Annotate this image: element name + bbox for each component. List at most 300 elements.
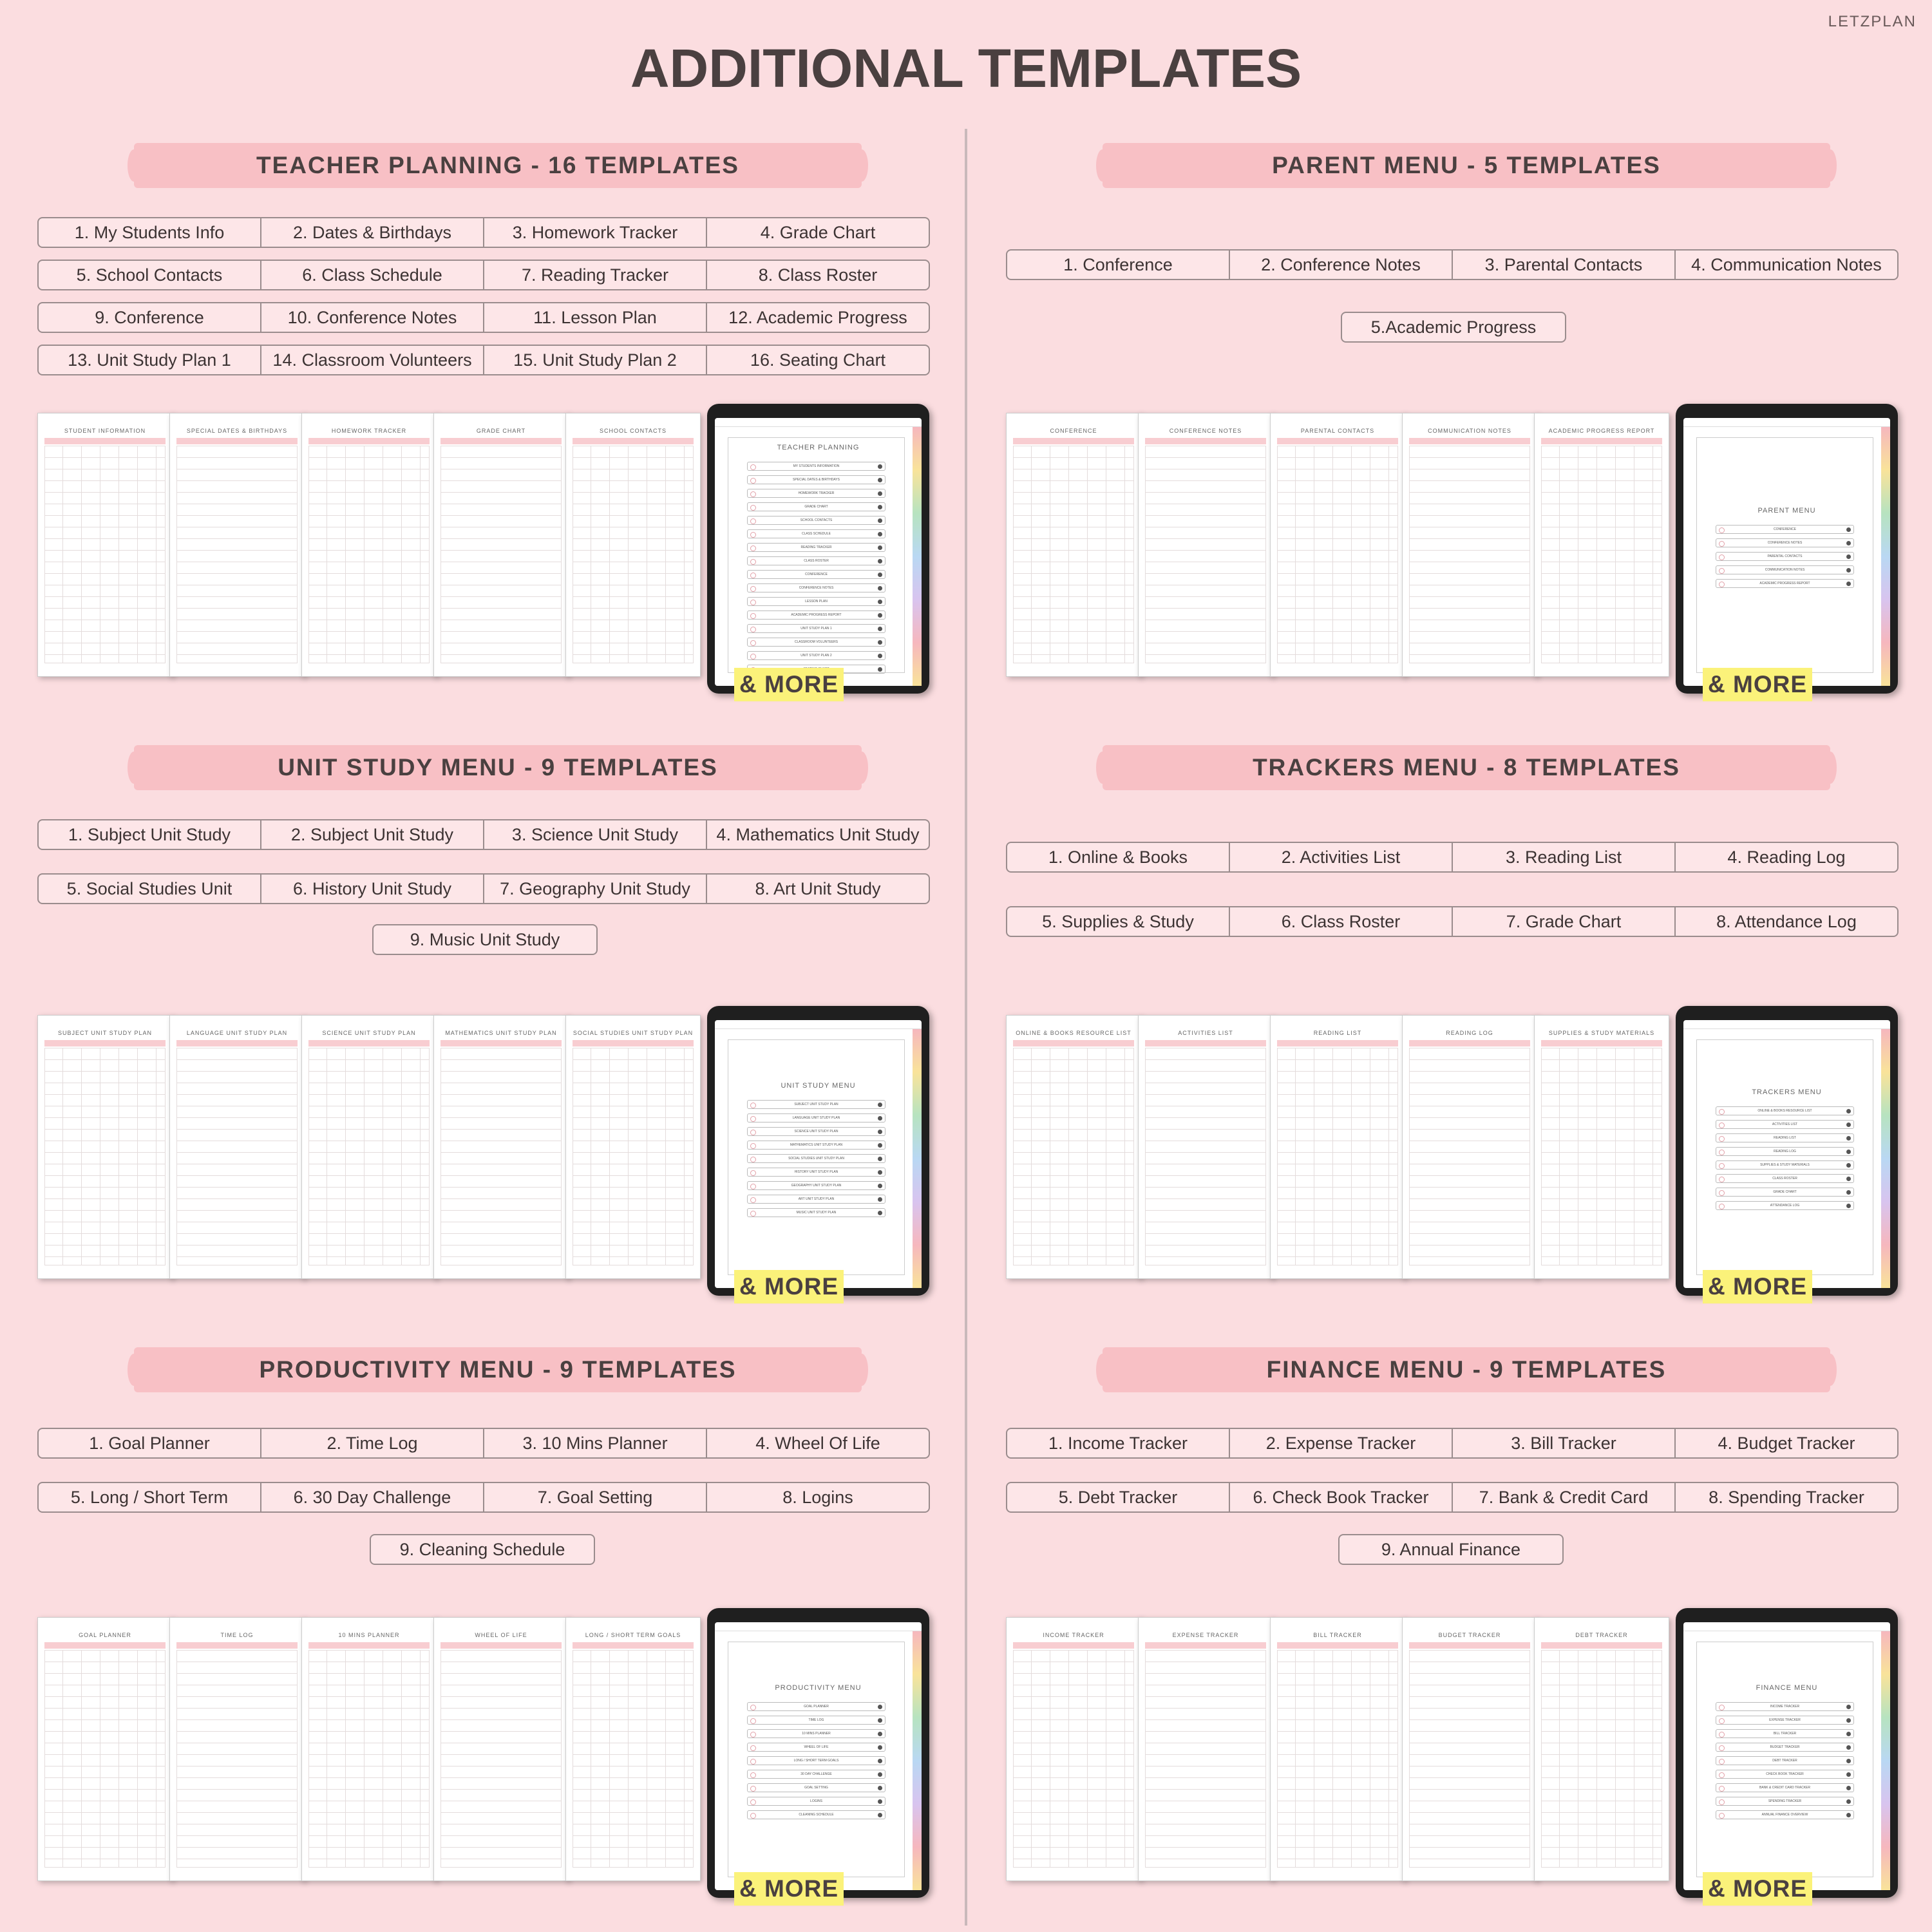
page-header-band <box>573 1642 694 1649</box>
template-row <box>37 873 930 904</box>
template-item[interactable]: 8. Art Unit Study <box>755 878 881 898</box>
template-item[interactable]: 9. Music Unit Study <box>372 924 598 955</box>
menu-title: FINANCE MENU <box>1756 1683 1818 1692</box>
page-lines <box>1409 1048 1530 1265</box>
page-columns <box>1013 446 1134 663</box>
menu-item[interactable]: EXPENSE TRACKER <box>1716 1716 1854 1725</box>
menu-item[interactable]: INCOME TRACKER <box>1716 1702 1854 1711</box>
page-thumbnail-title: ACADEMIC PROGRESS REPORT <box>1548 428 1655 434</box>
template-preview <box>37 404 933 697</box>
template-item[interactable]: 1. Subject Unit Study <box>39 820 261 849</box>
page-thumbnail <box>1270 1617 1405 1881</box>
menu-item[interactable]: COMMUNICATION NOTES <box>1716 565 1854 574</box>
page-thumbnail-title: LANGUAGE UNIT STUDY PLAN <box>186 1030 288 1036</box>
menu-item[interactable]: ANNUAL FINANCE OVERVIEW <box>1716 1810 1854 1819</box>
menu-item[interactable]: GRADE CHART <box>1716 1188 1854 1197</box>
tablet-mockup <box>707 404 929 694</box>
tablet-screen <box>1683 418 1890 686</box>
page-thumbnail-title: LONG / SHORT TERM GOALS <box>585 1632 681 1638</box>
template-section <box>1006 1347 1901 1927</box>
template-item[interactable]: 2. Time Log <box>261 1429 484 1457</box>
page-columns <box>1277 446 1398 663</box>
page-thumbnail-title: SCIENCE UNIT STUDY PLAN <box>322 1030 416 1036</box>
page-thumbnail-title: CONFERENCE NOTES <box>1169 428 1242 434</box>
page-header-band <box>440 438 562 444</box>
template-item[interactable]: 5.Academic Progress <box>1341 312 1566 343</box>
menu-item[interactable]: MY STUDENTS INFORMATION <box>747 462 886 471</box>
page-header-band <box>1409 1642 1530 1649</box>
template-item[interactable]: 5. Long / Short Term <box>39 1483 261 1511</box>
menu-item[interactable]: TIME LOG <box>747 1716 886 1725</box>
template-preview <box>1006 1608 1901 1902</box>
menu-item[interactable]: SPENDING TRACKER <box>1716 1797 1854 1806</box>
template-item[interactable]: 8. Logins <box>782 1487 853 1507</box>
page-thumbnail <box>1270 1015 1405 1279</box>
page-thumbnail-title: GRADE CHART <box>476 428 526 434</box>
template-list <box>1006 1428 1899 1513</box>
more-badge: & MORE <box>1703 1872 1812 1906</box>
template-item[interactable]: 2. Activities List <box>1230 843 1453 871</box>
template-section <box>37 1347 933 1927</box>
page-lines <box>440 1650 562 1868</box>
menu-item[interactable]: MATHEMATICS UNIT STUDY PLAN <box>747 1141 886 1150</box>
template-item[interactable]: 9. Conference <box>39 303 261 332</box>
template-item[interactable]: 11. Lesson Plan <box>484 303 707 332</box>
template-item[interactable]: 7. Bank & Credit Card <box>1453 1483 1676 1511</box>
menu-item[interactable]: LONG / SHORT TERM GOALS <box>747 1756 886 1765</box>
menu-item[interactable]: CHECK BOOK TRACKER <box>1716 1770 1854 1779</box>
page-thumbnail <box>1402 1617 1537 1881</box>
template-item[interactable]: 5. Debt Tracker <box>1007 1483 1230 1511</box>
template-item[interactable]: 3. Science Unit Study <box>484 820 707 849</box>
template-item[interactable]: 2. Conference Notes <box>1230 251 1453 279</box>
menu-item[interactable]: GEOGRAPHY UNIT STUDY PLAN <box>747 1181 886 1190</box>
page-header-band <box>1541 1040 1662 1046</box>
template-row <box>37 345 930 375</box>
template-item[interactable]: 7. Reading Tracker <box>484 261 707 289</box>
template-item[interactable]: 7. Geography Unit Study <box>484 875 707 903</box>
menu-item[interactable]: ART UNIT STUDY PLAN <box>747 1195 886 1204</box>
template-preview <box>37 1608 933 1902</box>
page-header-band <box>1013 438 1134 444</box>
page-header-band <box>440 1642 562 1649</box>
menu-item[interactable]: SOCIAL STUDIES UNIT STUDY PLAN <box>747 1154 886 1163</box>
template-item[interactable]: 8. Attendance Log <box>1716 911 1857 931</box>
tablet-mockup <box>707 1006 929 1296</box>
menu-item[interactable]: CONFERENCE <box>1716 525 1854 534</box>
page-thumbnail <box>565 1015 701 1279</box>
page-thumbnail-title: SOCIAL STUDIES UNIT STUDY PLAN <box>573 1030 694 1036</box>
section-heading: UNIT STUDY MENU - 9 TEMPLATES <box>134 745 862 790</box>
menu-item[interactable]: CLASS ROSTER <box>1716 1174 1854 1183</box>
menu-items <box>1716 1702 1854 1824</box>
page-columns <box>308 446 430 663</box>
template-item[interactable]: 4. Grade Chart <box>760 222 876 242</box>
page-header-band <box>308 1040 430 1046</box>
page-header-band <box>44 438 166 444</box>
page-lines <box>440 1048 562 1265</box>
menu-item[interactable]: ATTENDANCE LOG <box>1716 1201 1854 1210</box>
page-header-band <box>1277 438 1398 444</box>
menu-item[interactable]: 30 DAY CHALLENGE <box>747 1770 886 1779</box>
page-thumbnail-title: COMMUNICATION NOTES <box>1428 428 1511 434</box>
page-thumbnail <box>1006 413 1141 677</box>
page-header-band <box>176 438 298 444</box>
menu-title: TRACKERS MENU <box>1752 1088 1822 1096</box>
template-list <box>1006 842 1899 937</box>
page-columns <box>1013 1650 1134 1868</box>
more-badge: & MORE <box>1703 668 1812 701</box>
menu-item[interactable]: ACADEMIC PROGRESS REPORT <box>747 611 886 620</box>
side-tabs <box>1881 1631 1890 1890</box>
menu-item[interactable]: CLASSROOM VOLUNTEERS <box>747 638 886 647</box>
menu-item[interactable]: BILL TRACKER <box>1716 1729 1854 1738</box>
page-thumbnail <box>433 1015 569 1279</box>
page-thumbnail-title: SUPPLIES & STUDY MATERIALS <box>1548 1030 1655 1036</box>
page-columns <box>1277 1650 1398 1868</box>
page-thumbnail <box>1534 413 1669 677</box>
menu-item[interactable]: SCIENCE UNIT STUDY PLAN <box>747 1127 886 1136</box>
template-item[interactable]: 6. 30 Day Challenge <box>261 1483 484 1511</box>
page-columns <box>44 1048 166 1265</box>
page-thumbnail <box>565 413 701 677</box>
template-item[interactable]: 13. Unit Study Plan 1 <box>39 346 261 374</box>
page-lines <box>440 446 562 663</box>
page-lines <box>1409 446 1530 663</box>
page-header-band <box>1409 1040 1530 1046</box>
page-thumbnail-title: EXPENSE TRACKER <box>1172 1632 1239 1638</box>
section-heading: TRACKERS MENU - 8 TEMPLATES <box>1103 745 1830 790</box>
template-item[interactable]: 7. Goal Setting <box>484 1483 707 1511</box>
menu-items <box>1716 1106 1854 1215</box>
template-list <box>37 1428 930 1513</box>
template-item[interactable]: 16. Seating Chart <box>750 350 886 370</box>
page-lines <box>1145 1650 1266 1868</box>
menu-title: PARENT MENU <box>1757 506 1816 515</box>
page-columns <box>573 446 694 663</box>
template-item[interactable]: 4. Mathematics Unit Study <box>716 824 920 844</box>
template-item[interactable]: 1. Conference <box>1007 251 1230 279</box>
page-thumbnail <box>1534 1015 1669 1279</box>
side-tabs <box>1881 427 1890 686</box>
menu-item[interactable]: LOGINS <box>747 1797 886 1806</box>
page-thumbnail <box>1402 1015 1537 1279</box>
page-columns <box>1013 1048 1134 1265</box>
section-heading: PARENT MENU - 5 TEMPLATES <box>1103 143 1830 188</box>
tablet-screen <box>715 1622 922 1890</box>
template-row <box>37 1482 930 1513</box>
page-lines <box>1145 446 1266 663</box>
menu-item[interactable]: LESSON PLAN <box>747 597 886 606</box>
menu-item[interactable]: LANGUAGE UNIT STUDY PLAN <box>747 1113 886 1122</box>
template-item[interactable]: 1. Online & Books <box>1007 843 1230 871</box>
template-item[interactable]: 12. Academic Progress <box>728 307 907 327</box>
menu-item[interactable]: WHEEL OF LIFE <box>747 1743 886 1752</box>
section-heading: FINANCE MENU - 9 TEMPLATES <box>1103 1347 1830 1392</box>
more-badge: & MORE <box>734 1872 844 1906</box>
menu-item[interactable]: PARENTAL CONTACTS <box>1716 552 1854 561</box>
page-thumbnail-title: STUDENT INFORMATION <box>64 428 146 434</box>
template-item[interactable]: 4. Budget Tracker <box>1718 1433 1855 1453</box>
page-header-band <box>1145 1040 1266 1046</box>
menu-item[interactable]: CLASS ROSTER <box>747 556 886 565</box>
page-columns <box>1541 446 1662 663</box>
page-lines <box>176 446 298 663</box>
template-row <box>37 260 930 290</box>
template-item[interactable]: 7. Grade Chart <box>1453 907 1676 936</box>
page-thumbnail <box>433 413 569 677</box>
page-columns <box>573 1650 694 1868</box>
page-thumbnail-title: DEBT TRACKER <box>1575 1632 1628 1638</box>
page-header-band <box>440 1040 562 1046</box>
page-thumbnail <box>1006 1617 1141 1881</box>
page-thumbnail <box>1534 1617 1669 1881</box>
menu-item[interactable]: GRADE CHART <box>747 502 886 511</box>
section-heading: PRODUCTIVITY MENU - 9 TEMPLATES <box>134 1347 862 1392</box>
page-header-band <box>176 1040 298 1046</box>
template-item[interactable]: 2. Expense Tracker <box>1230 1429 1453 1457</box>
page-thumbnail-title: BILL TRACKER <box>1313 1632 1362 1638</box>
template-item[interactable]: 6. History Unit Study <box>261 875 484 903</box>
page-columns <box>573 1048 694 1265</box>
tablet-screen <box>1683 1020 1890 1288</box>
page-thumbnail-title: WHEEL OF LIFE <box>475 1632 527 1638</box>
template-item[interactable]: 4. Wheel Of Life <box>755 1433 880 1453</box>
page-thumbnail <box>1270 413 1405 677</box>
page-thumbnail-title: SUBJECT UNIT STUDY PLAN <box>57 1030 153 1036</box>
tablet-mockup <box>1676 1006 1898 1296</box>
more-badge: & MORE <box>734 1270 844 1303</box>
menu-item[interactable]: READING LOG <box>1716 1147 1854 1156</box>
template-row <box>1006 1482 1899 1513</box>
page-columns <box>1541 1048 1662 1265</box>
template-item[interactable]: 8. Spending Tracker <box>1709 1487 1864 1507</box>
page-thumbnail <box>37 1015 173 1279</box>
menu-item[interactable]: CLASS SCHEDULE <box>747 529 886 538</box>
page-columns <box>308 1048 430 1265</box>
tablet-toolbar <box>715 418 922 427</box>
template-item[interactable]: 4. Reading Log <box>1727 847 1846 867</box>
template-section <box>37 143 933 723</box>
template-item[interactable]: 14. Classroom Volunteers <box>261 346 484 374</box>
menu-items <box>747 462 886 678</box>
menu-item[interactable]: CONFERENCE NOTES <box>1716 538 1854 547</box>
more-badge: & MORE <box>1703 1270 1812 1303</box>
tablet-toolbar <box>715 1020 922 1029</box>
tablet-toolbar <box>715 1622 922 1631</box>
menu-item[interactable]: BUDGET TRACKER <box>1716 1743 1854 1752</box>
template-row <box>37 1428 930 1459</box>
template-item[interactable]: 2. Dates & Birthdays <box>261 218 484 247</box>
page-thumbnail <box>301 1015 437 1279</box>
template-item[interactable]: 3. Parental Contacts <box>1453 251 1676 279</box>
page-header-band <box>308 438 430 444</box>
template-item[interactable]: 6. Class Roster <box>1230 907 1453 936</box>
menu-title: UNIT STUDY MENU <box>781 1081 856 1090</box>
template-item[interactable]: 6. Check Book Tracker <box>1230 1483 1453 1511</box>
menu-item[interactable]: ONLINE & BOOKS RESOURCE LIST <box>1716 1106 1854 1115</box>
page-thumbnail <box>1138 1617 1273 1881</box>
menu-item[interactable]: HOMEWORK TRACKER <box>747 489 886 498</box>
page-thumbnail-title: MATHEMATICS UNIT STUDY PLAN <box>445 1030 557 1036</box>
page-header-band <box>1541 1642 1662 1649</box>
template-item[interactable]: 3. Reading List <box>1453 843 1676 871</box>
page-thumbnail <box>565 1617 701 1881</box>
page-header-band <box>1145 438 1266 444</box>
menu-item[interactable]: READING TRACKER <box>747 543 886 552</box>
page-columns <box>1277 1048 1398 1265</box>
page-header-band <box>44 1040 166 1046</box>
template-row <box>1006 906 1899 937</box>
page-thumbnail-title: ONLINE & BOOKS RESOURCE LIST <box>1016 1030 1132 1036</box>
template-item[interactable]: 5. Supplies & Study <box>1007 907 1230 936</box>
menu-item[interactable]: SUBJECT UNIT STUDY PLAN <box>747 1100 886 1109</box>
template-item[interactable]: 4. Communication Notes <box>1691 254 1882 274</box>
page-thumbnail-title: 10 MINS PLANNER <box>338 1632 400 1638</box>
template-section <box>37 745 933 1325</box>
page-columns <box>44 446 166 663</box>
menu-item[interactable]: UNIT STUDY PLAN 2 <box>747 651 886 660</box>
page-thumbnail <box>301 413 437 677</box>
tablet-toolbar <box>1683 418 1890 427</box>
page-thumbnail-title: BUDGET TRACKER <box>1438 1632 1501 1638</box>
menu-item[interactable]: MUSIC UNIT STUDY PLAN <box>747 1208 886 1217</box>
template-section <box>1006 745 1901 1325</box>
template-row <box>37 302 930 333</box>
menu-items <box>747 1100 886 1222</box>
page-lines <box>1409 1650 1530 1868</box>
menu-title: PRODUCTIVITY MENU <box>775 1683 862 1692</box>
template-row <box>1006 842 1899 873</box>
page-thumbnail <box>433 1617 569 1881</box>
template-item[interactable]: 3. 10 Mins Planner <box>484 1429 707 1457</box>
template-item[interactable]: 3. Homework Tracker <box>484 218 707 247</box>
template-row <box>1006 249 1899 280</box>
menu-item[interactable]: READING LIST <box>1716 1133 1854 1142</box>
tablet-toolbar <box>1683 1020 1890 1029</box>
page-header-band <box>573 1040 694 1046</box>
template-item[interactable]: 1. My Students Info <box>39 218 261 247</box>
menu-item[interactable]: GOAL PLANNER <box>747 1702 886 1711</box>
menu-item[interactable]: SCHOOL CONTACTS <box>747 516 886 525</box>
template-item[interactable]: 8. Class Roster <box>758 265 878 285</box>
tablet-screen <box>715 418 922 686</box>
template-preview <box>37 1006 933 1300</box>
page-header-band <box>308 1642 430 1649</box>
page-title: ADDITIONAL TEMPLATES <box>630 38 1302 99</box>
template-list <box>37 819 930 904</box>
page-thumbnail <box>301 1617 437 1881</box>
page-thumbnail <box>1402 413 1537 677</box>
page-thumbnail-title: TIME LOG <box>220 1632 254 1638</box>
page-thumbnail-title: HOMEWORK TRACKER <box>331 428 407 434</box>
menu-items <box>1716 525 1854 592</box>
page-thumbnail-title: INCOME TRACKER <box>1043 1632 1104 1638</box>
tablet-toolbar <box>1683 1622 1890 1631</box>
page-header-band <box>1277 1642 1398 1649</box>
page-thumbnail-title: ACTIVITIES LIST <box>1178 1030 1233 1036</box>
menu-item[interactable]: 10 MINS PLANNER <box>747 1729 886 1738</box>
template-list <box>37 217 930 375</box>
column-divider <box>965 129 967 1926</box>
menu-item[interactable]: UNIT STUDY PLAN 1 <box>747 624 886 633</box>
page-header-band <box>1013 1040 1134 1046</box>
template-item[interactable]: 5. Social Studies Unit <box>39 875 261 903</box>
page-thumbnail <box>1006 1015 1141 1279</box>
page-thumbnail-title: SPECIAL DATES & BIRTHDAYS <box>186 428 288 434</box>
page-columns <box>44 1650 166 1868</box>
menu-item[interactable]: SUPPLIES & STUDY MATERIALS <box>1716 1160 1854 1170</box>
page-header-band <box>1409 438 1530 444</box>
template-item[interactable]: 3. Bill Tracker <box>1453 1429 1676 1457</box>
page-header-band <box>1013 1642 1134 1649</box>
side-tabs <box>1881 1029 1890 1288</box>
tablet-screen <box>1683 1622 1890 1890</box>
tablet-mockup <box>1676 404 1898 694</box>
template-item[interactable]: 15. Unit Study Plan 2 <box>484 346 707 374</box>
page-header-band <box>1277 1040 1398 1046</box>
page-thumbnail-title: GOAL PLANNER <box>79 1632 131 1638</box>
template-item[interactable]: 6. Class Schedule <box>261 261 484 289</box>
page-thumbnail <box>169 413 305 677</box>
page-columns <box>1541 1650 1662 1868</box>
page-header-band <box>573 438 694 444</box>
more-badge: & MORE <box>734 668 844 701</box>
menu-item[interactable]: CONFERENCE <box>747 570 886 579</box>
side-tabs <box>913 1631 922 1890</box>
menu-item[interactable]: CLEANING SCHEDULE <box>747 1810 886 1819</box>
side-tabs <box>913 1029 922 1288</box>
menu-item[interactable]: GOAL SETTING <box>747 1783 886 1792</box>
template-preview <box>1006 404 1901 697</box>
menu-item[interactable]: DEBT TRACKER <box>1716 1756 1854 1765</box>
template-item[interactable]: 5. School Contacts <box>39 261 261 289</box>
menu-item[interactable]: HISTORY UNIT STUDY PLAN <box>747 1168 886 1177</box>
template-item[interactable]: 2. Subject Unit Study <box>261 820 484 849</box>
tablet-mockup <box>1676 1608 1898 1898</box>
section-heading: TEACHER PLANNING - 16 TEMPLATES <box>134 143 862 188</box>
template-item[interactable]: 9. Annual Finance <box>1338 1534 1564 1565</box>
page-columns <box>308 1650 430 1868</box>
menu-item[interactable]: SPECIAL DATES & BIRTHDAYS <box>747 475 886 484</box>
menu-item[interactable]: CONFERENCE NOTES <box>747 583 886 592</box>
page-thumbnail-title: READING LIST <box>1313 1030 1362 1036</box>
menu-item[interactable]: ACADEMIC PROGRESS REPORT <box>1716 579 1854 588</box>
template-row <box>37 819 930 850</box>
page-lines <box>1145 1048 1266 1265</box>
page-lines <box>176 1048 298 1265</box>
menu-item[interactable]: BANK & CREDIT CARD TRACKER <box>1716 1783 1854 1792</box>
template-row <box>1006 1428 1899 1459</box>
page-thumbnail <box>1138 1015 1273 1279</box>
brand-label: LETZPLAN <box>1828 13 1917 30</box>
side-tabs <box>913 427 922 686</box>
page-thumbnail <box>37 413 173 677</box>
page-thumbnail <box>169 1617 305 1881</box>
template-item[interactable]: 10. Conference Notes <box>261 303 484 332</box>
page-header-band <box>176 1642 298 1649</box>
menu-item[interactable]: ACTIVITIES LIST <box>1716 1120 1854 1129</box>
page-thumbnail-title: PARENTAL CONTACTS <box>1300 428 1375 434</box>
template-item[interactable]: 9. Cleaning Schedule <box>370 1534 595 1565</box>
template-item[interactable]: 1. Income Tracker <box>1007 1429 1230 1457</box>
tablet-screen <box>715 1020 922 1288</box>
page-header-band <box>44 1642 166 1649</box>
page-thumbnail <box>1138 413 1273 677</box>
template-item[interactable]: 1. Goal Planner <box>39 1429 261 1457</box>
menu-title: TEACHER PLANNING <box>777 444 860 451</box>
template-section <box>1006 143 1901 723</box>
